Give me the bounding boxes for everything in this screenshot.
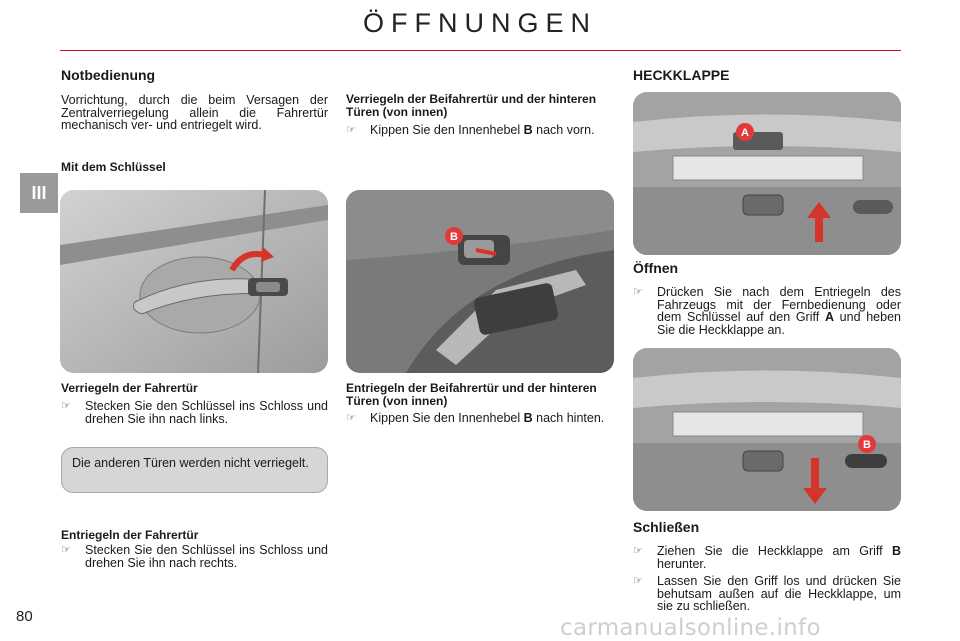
pointing-hand-icon: ☞ xyxy=(61,544,71,556)
callout-a: A xyxy=(741,127,749,139)
pointing-hand-icon: ☞ xyxy=(346,124,356,136)
note-box: Die anderen Türen werden nicht verriegelt. xyxy=(61,447,328,493)
callout-b: B xyxy=(450,231,458,243)
lock-driver-bullet: ☞ Stecken Sie den Schlüssel ins Schloss und drehen Sie ihn nach links. xyxy=(61,399,328,426)
lock-driver-heading: Verriegeln der Fahrertür xyxy=(61,381,198,395)
callout-b: B xyxy=(863,439,871,451)
section-title-heckklappe: HECKKLAPPE xyxy=(633,67,730,83)
page-title: ÖFFNUNGEN xyxy=(363,8,597,38)
key-heading: Mit dem Schlüssel xyxy=(61,160,166,174)
pointing-hand-icon: ☞ xyxy=(61,400,71,412)
unlock-passenger-heading: Entriegeln der Beifahrertür und der hinteren Türen (von innen) xyxy=(346,381,597,408)
close-bullet-2: ☞ Lassen Sie den Griff los und drücken Sie behutsam außen auf die Heckklappe, um sie zu schließen. xyxy=(633,574,901,613)
close-bullet-1: ☞ Ziehen Sie die Heckklappe am Griff B herunter. xyxy=(633,544,901,571)
page-number: 80 xyxy=(16,608,33,625)
chapter-tab: III xyxy=(20,173,58,213)
intro-paragraph: Vorrichtung, durch die beim Versagen der Zentralverriegelung allein die Fahrertür mechanisch ver- und entriegelt wird. xyxy=(61,93,328,132)
tailgate-open-illustration xyxy=(633,92,901,255)
lock-passenger-heading: Verriegeln der Beifahrertür und der hinteren Türen (von innen) xyxy=(346,92,597,119)
interior-door-lever-illustration xyxy=(346,190,614,373)
open-heading: Öffnen xyxy=(633,260,679,276)
tailgate-close-illustration xyxy=(633,348,901,511)
pointing-hand-icon: ☞ xyxy=(633,575,643,587)
pointing-hand-icon: ☞ xyxy=(346,412,356,424)
title-divider xyxy=(60,50,901,51)
lock-passenger-bullet: ☞ Kippen Sie den Innenhebel B nach vorn. xyxy=(346,123,595,137)
pointing-hand-icon: ☞ xyxy=(633,286,643,298)
unlock-driver-heading: Entriegeln der Fahrertür xyxy=(61,528,199,542)
close-heading: Schließen xyxy=(633,519,700,535)
section-title-notbedienung: Notbedienung xyxy=(61,67,156,83)
unlock-driver-bullet: ☞ Stecken Sie den Schlüssel ins Schloss und drehen Sie ihn nach rechts. xyxy=(61,543,328,570)
door-lock-key-illustration xyxy=(60,190,328,373)
pointing-hand-icon: ☞ xyxy=(633,545,643,557)
watermark: carmanualsonline.info xyxy=(560,615,821,641)
unlock-passenger-bullet: ☞ Kippen Sie den Innenhebel B nach hinten. xyxy=(346,411,605,425)
open-bullet: ☞ Drücken Sie nach dem Entriegeln des Fahrzeugs mit der Fernbedienung oder dem Schlüssel auf den Griff A und heben Sie die Heckklappe an. xyxy=(633,285,901,337)
